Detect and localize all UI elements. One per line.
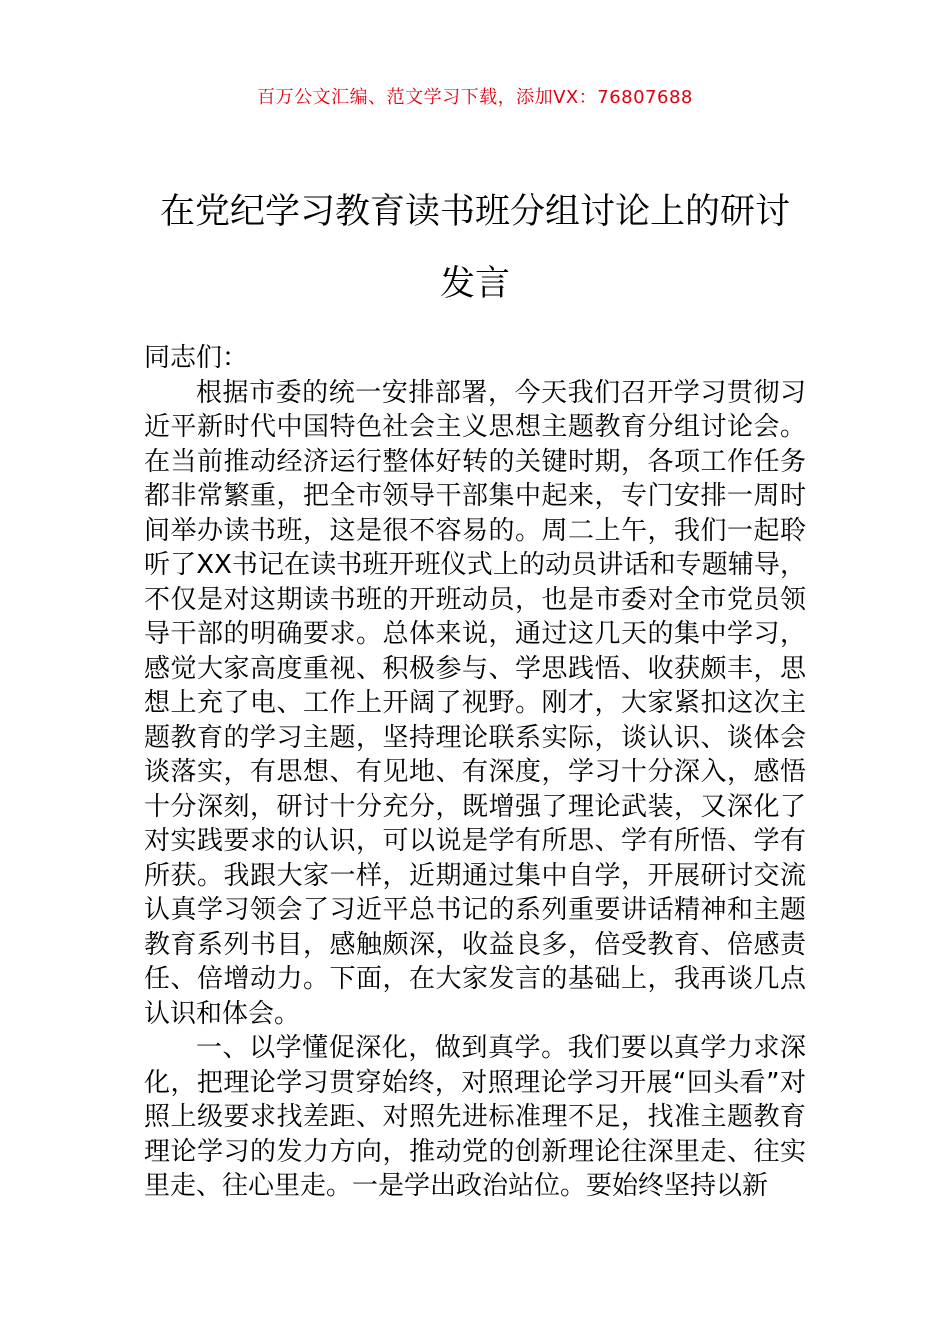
body-paragraph: 根据市委的统一安排部署，今天我们召开学习贯彻习近平新时代中国特色社会主义思想主题教育分组讨论会。在当前推动经济运行整体好转的关键时期，各项工作任务都非常繁重，把全市领导干部集中起来，专门安排一周时间举办读书班，这是很不容易的。周二上午，我们一起聆听了XX书记在读书班开班仪式上的动员讲话和专题辅导，不仅是对这期读书班的开班动员，也是市委对全市党员领导干部的明确要求。总体来说，通过这几天的集中学习，感觉大家高度重视、积极参与、学思践悟、收获颇丰，思想上充了电、工作上开阔了视野。刚才，大家紧扣这次主题教育的学习主题，坚持理论联系实际，谈认识、谈体会谈落实，有思想、有见地、有深度，学习十分深入，感悟十分深刻，研讨十分充分，既增强了理论武装，又深化了对实践要求的认识，可以说是学有所思、学有所悟、学有所获。我跟大家一样，近期通过集中自学，开展研讨交流认真学习领会了习近平总书记的系列重要讲话精神和主题教育系列书目，感触颇深，收益良多，倍受教育、倍感责任、倍增动力。下面，在大家发言的基础上，我再谈几点认识和体会。 [144,377,806,1029]
watermark-banner: 百万公文汇编、范文学习下载，添加VX：76807688 [257,87,693,108]
document-body [144,341,806,1204]
body-paragraph: 一、以学懂促深化，做到真学。我们要以真学力求深化，把理论学习贯穿始终，对照理论学习开展“回头看”对照上级要求找差距、对照先进标准理不足，找准主题教育理论学习的发力方向，推动党的创新理论往深里走、往实里走、往心里走。一是学出政治站位。要始终坚持以新 [144,1033,806,1201]
title-line-1: 在党纪学习教育读书班分组讨论上的研讨 [159,192,790,232]
salutation: 同志们： [144,343,249,373]
document-title [145,176,805,320]
title-line-2: 发言 [439,264,510,304]
